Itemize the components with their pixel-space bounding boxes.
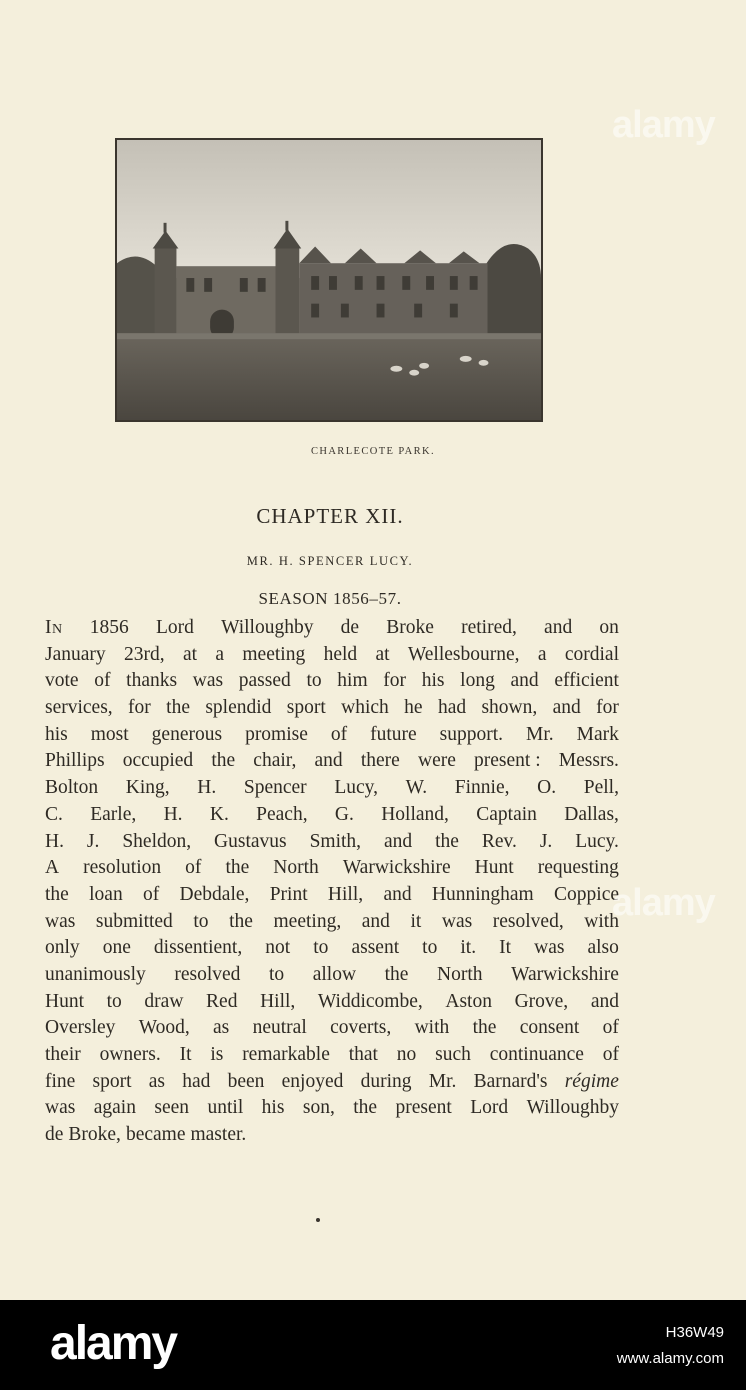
word: and [590,990,619,1012]
word: and [510,670,539,692]
word: Widdicombe, [317,990,423,1012]
word: was [441,910,473,932]
word: Rev. [481,830,517,852]
text-line [45,1095,619,1122]
word: such [435,1044,471,1065]
word: chair, [253,750,297,772]
word: he [404,697,423,719]
word: resolved, [492,910,564,932]
word: it [410,910,422,932]
word: Aston [445,990,492,1012]
word: Warwickshire [342,857,451,879]
text-line [45,855,619,882]
word: future [370,723,417,745]
word: until [207,1097,244,1119]
watermark-url: www.alamy.com [616,1350,724,1367]
word: had [182,1070,211,1092]
page-mark [316,1218,320,1222]
word: loan [89,883,123,905]
word: been [227,1070,265,1092]
word: to [106,990,122,1012]
word: was [45,910,76,932]
word: son, [302,1097,335,1119]
word: on [599,617,619,638]
word: remarkable [242,1044,330,1065]
word: Holland, [381,803,449,825]
word: as [148,1070,166,1092]
word: Lucy. [575,830,619,852]
word: continuance [489,1044,584,1065]
watermark-brand: alamy [612,104,715,146]
text-line [45,668,619,695]
photo-illustration [117,140,541,420]
word: A [45,857,60,879]
word: only [45,937,80,959]
word: meeting [242,643,306,665]
word: Hill, [260,990,296,1012]
word: sport [286,697,326,719]
word: his [261,1097,285,1119]
text-line [45,642,619,669]
word: and [383,883,412,905]
word: that [348,1044,378,1065]
body-paragraph [45,615,619,1149]
word: draw [144,990,184,1012]
word: Mr. [526,723,554,745]
word: Mr. [428,1070,457,1092]
word: not [265,937,291,959]
word: the [384,963,409,985]
word: a [537,643,547,665]
word: resolution [83,857,162,879]
word: Sheldon, [122,830,192,852]
word: and [544,617,573,638]
word: splendid [205,697,272,719]
word: Hunt [45,990,84,1012]
word: again [93,1097,136,1119]
word: Wood, [138,1017,190,1039]
word: at [182,643,198,665]
word: H. [197,777,217,799]
word: submitted [95,910,173,932]
word: de [340,617,360,638]
text-line [45,909,619,936]
word: retired, [461,617,517,638]
text-line [45,1069,619,1096]
word: had [437,697,467,719]
text-line [45,695,619,722]
word: the [211,750,236,772]
word: to [268,963,285,985]
text-line [45,722,619,749]
word: North [273,857,319,879]
word: no [396,1044,417,1065]
word: G. [334,803,354,825]
text-line [45,802,619,829]
word: passed [238,670,291,692]
word: it. [460,937,477,959]
word: promise [245,723,308,745]
word: the [166,697,190,719]
word: seen [154,1097,190,1119]
word: of [602,1017,619,1039]
word: was [192,670,224,692]
watermark-bar [0,1300,746,1390]
word: unanimously [45,963,146,985]
word: meeting, [273,910,342,932]
word: a [215,643,225,665]
word: dissentient, [153,937,243,959]
word: with [584,910,619,932]
word: Coppice [554,883,619,905]
text-line [45,882,619,909]
word: for [128,697,151,719]
text-line [45,1122,619,1149]
word: long [460,670,495,692]
word: Willoughby [221,617,314,638]
word: for [383,670,407,692]
word: coverts, [330,1017,392,1039]
word: Finnie, [454,777,510,799]
word: Lord [470,1097,509,1119]
word: assent [351,937,400,959]
word: the [435,830,459,852]
word: and [361,910,390,932]
word: Lord [155,617,194,638]
word: of [94,670,111,692]
word: of [143,883,160,905]
word: Broke, [68,1124,121,1146]
word: master. [190,1124,247,1146]
word: with [414,1017,450,1039]
word: 1856 [89,617,129,638]
word: the [225,857,250,879]
text-line [45,775,619,802]
word: services, [45,697,113,719]
text-line [45,1015,619,1042]
word: support. [439,723,504,745]
word: Earle, [90,803,137,825]
word: Bolton [45,777,99,799]
word: J. [86,830,100,852]
text-line [45,989,619,1016]
image-id: H36W49 [665,1324,724,1341]
word: became [125,1124,186,1146]
text-line [45,962,619,989]
word: Hill, [327,883,364,905]
word: Smith, [309,830,362,852]
text-line [45,748,619,775]
word: North [437,963,483,985]
text-line [45,1042,619,1069]
word: him [337,670,368,692]
word: Mark [576,723,619,745]
word: Pell, [583,777,619,799]
word: Willoughby [526,1097,619,1119]
word: was [45,1097,76,1119]
word: to [193,910,209,932]
word: and [384,830,413,852]
word: Phillips [45,750,105,772]
watermark-brand: alamy [612,882,715,924]
word: régime [564,1070,619,1092]
word: of [602,1044,619,1065]
word: Barnard's [473,1070,548,1092]
word: Captain [476,803,537,825]
word: present [395,1097,452,1119]
word: which [341,697,389,719]
word: also [587,937,619,959]
word: thanks [126,670,178,692]
photo-caption: CHARLECOTE PARK. [310,446,436,457]
word: neutral [252,1017,307,1039]
word: Lucy, [334,777,378,799]
word: allow [312,963,357,985]
text-line [45,829,619,856]
word: and [314,750,343,772]
word: owners. [99,1044,161,1065]
word: J. [539,830,553,852]
word: his [421,670,445,692]
word: most [90,723,129,745]
word: to [313,937,329,959]
word: was [534,937,565,959]
word: 23rd, [124,643,165,665]
word: one [102,937,131,959]
chapter-subtitle: MR. H. SPENCER LUCY. [246,554,414,568]
word: fine [45,1070,76,1092]
word: resolved [174,963,241,985]
word: for [596,697,619,719]
word: of [185,857,202,879]
word: during [360,1070,412,1092]
word: Hunningham [431,883,534,905]
word: his [45,723,68,745]
text-line [45,615,619,642]
word: their [45,1044,81,1065]
word: shown, [481,697,538,719]
word: Gustavus [214,830,287,852]
word: consent [519,1017,580,1039]
word: In [45,617,63,638]
word: occupied [122,750,194,772]
season-heading: SEASON 1856–57. [258,589,402,608]
word: present : [474,750,541,772]
word: to [306,670,322,692]
word: Red [206,990,238,1012]
word: It [179,1044,192,1065]
word: vote [45,670,79,692]
word: Debdale, [179,883,250,905]
word: sport [92,1070,132,1092]
word: Warwickshire [511,963,619,985]
charlecote-park-photo [115,138,543,422]
word: Peach, [256,803,308,825]
text-line [45,935,619,962]
watermark-logo: alamy [50,1317,177,1370]
word: Messrs. [558,750,619,772]
word: requesting [537,857,619,879]
word: the [45,883,69,905]
word: Hunt [474,857,514,879]
word: to [422,937,438,959]
word: Oversley [45,1017,116,1039]
word: cordial [564,643,619,665]
word: Wellesbourne, [407,643,520,665]
word: there [360,750,400,772]
word: H. [45,830,64,852]
word: efficient [554,670,619,692]
word: Print [269,883,308,905]
word: and [552,697,581,719]
word: C. [45,803,63,825]
word: de [45,1124,64,1146]
word: King, [125,777,170,799]
word: It [499,937,512,959]
word: is [210,1044,224,1065]
word: January [45,643,106,665]
word: the [353,1097,378,1119]
word: as [213,1017,230,1039]
word: Grove, [514,990,569,1012]
word: generous [151,723,223,745]
word: enjoyed [281,1070,344,1092]
word: O. [537,777,557,799]
chapter-title: CHAPTER XII. [256,504,404,528]
word: Dallas, [564,803,619,825]
word: Broke [386,617,434,638]
word: of [330,723,348,745]
word: K. [209,803,229,825]
word: the [229,910,253,932]
word: the [472,1017,497,1039]
word: H. [163,803,183,825]
word: W. [405,777,428,799]
word: held [323,643,358,665]
word: at [375,643,390,665]
word: Spencer [243,777,307,799]
word: were [417,750,456,772]
